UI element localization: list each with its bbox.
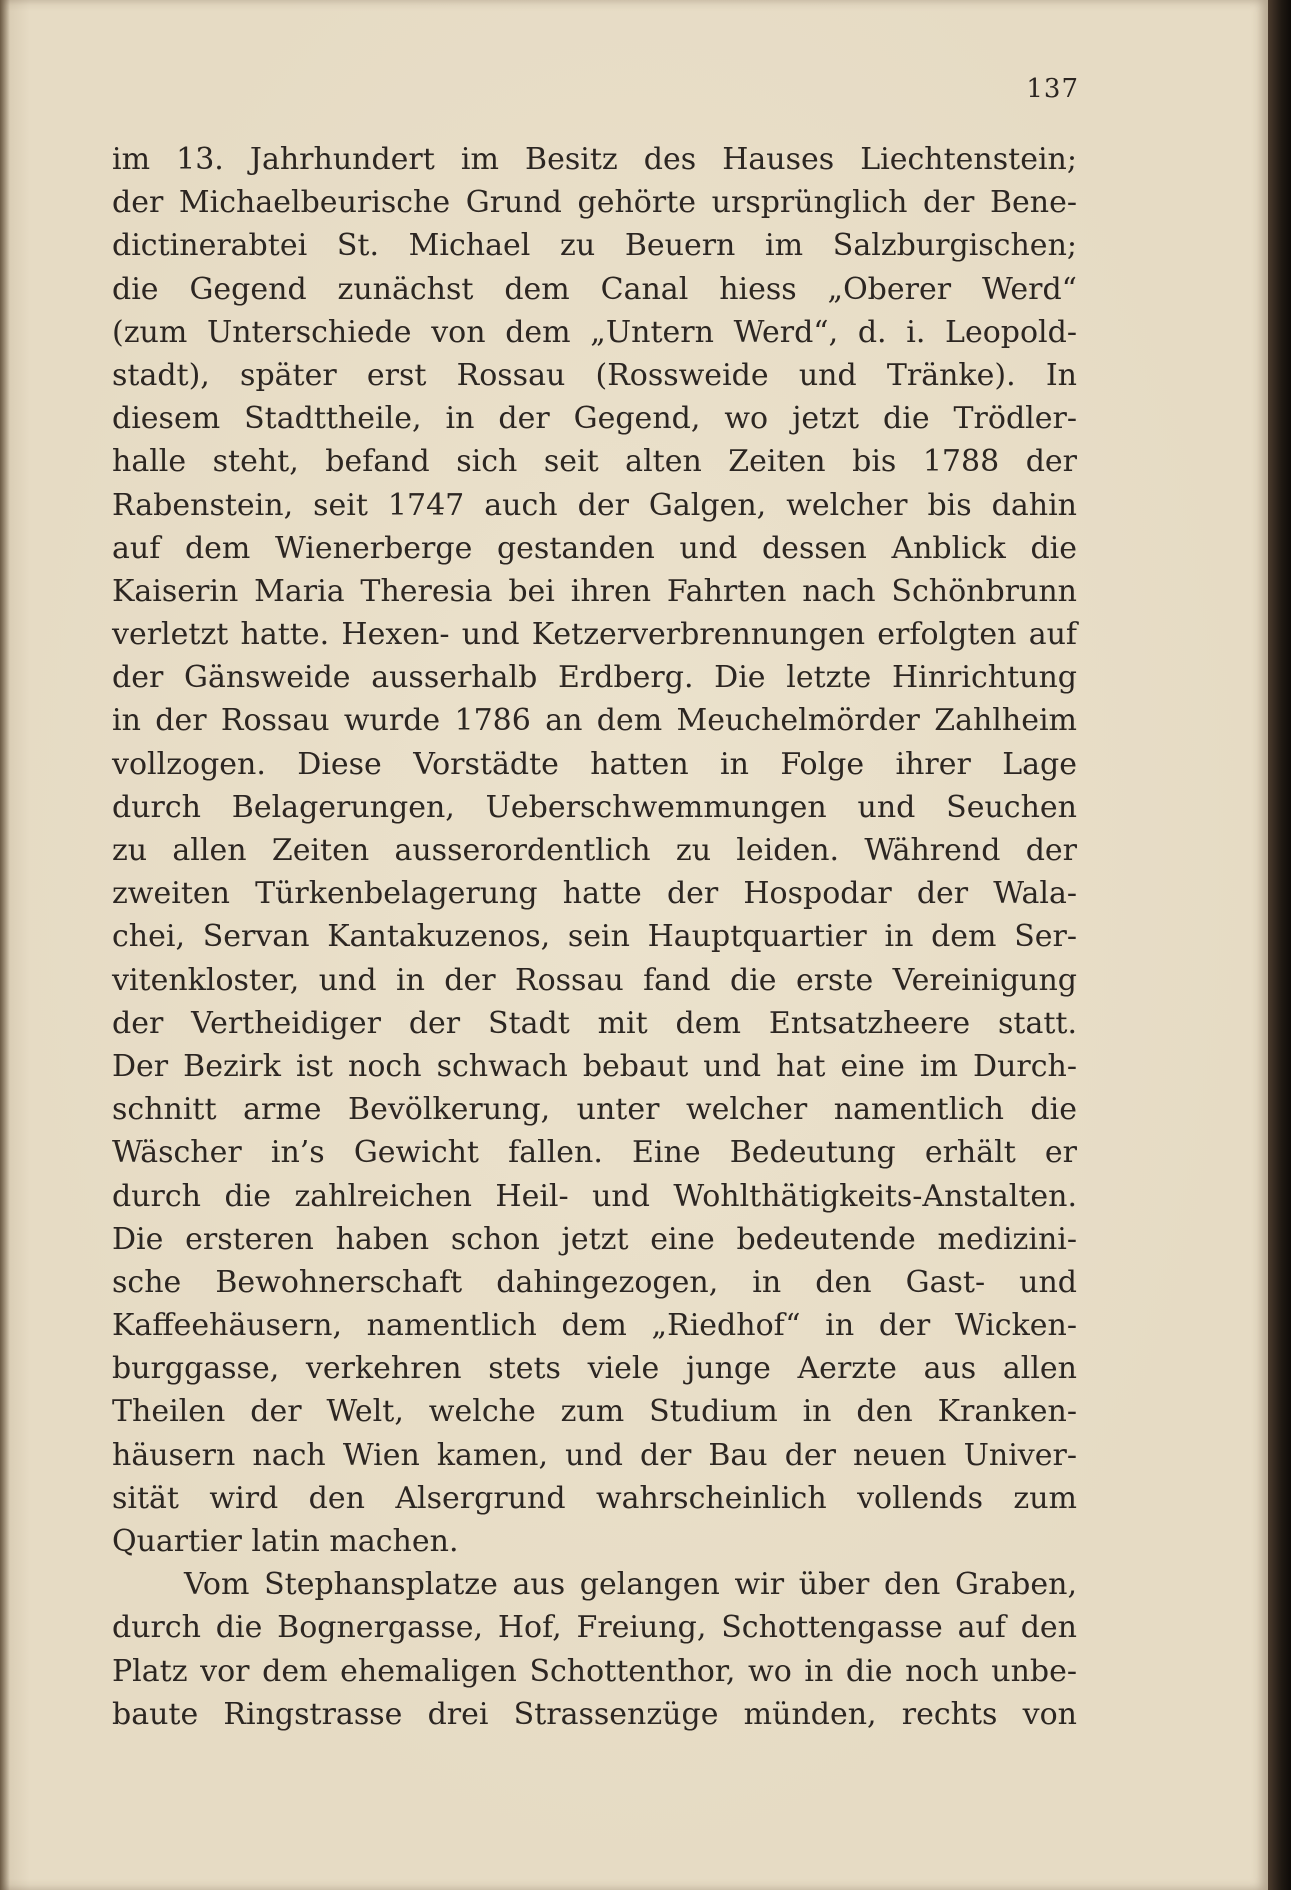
text-line: die Gegend zunächst dem Canal hiess „Oberer Werd“	[112, 271, 1077, 307]
text-line: baute Ringstrasse drei Strassenzüge münden, rechts von	[112, 1696, 1077, 1732]
paragraph-2	[112, 1563, 1077, 1736]
text-line: Der Bezirk ist noch schwach bebaut und hat eine im Durch-	[112, 1048, 1077, 1084]
page-left-edge-shadow	[0, 0, 10, 1890]
text-line: Kaiserin Maria Theresia bei ihren Fahrten nach Schönbrunn	[112, 573, 1077, 609]
text-line: zu allen Zeiten ausserordentlich zu leiden. Während der	[112, 833, 1077, 868]
text-line: durch Belagerungen, Ueberschwemmungen und Seuchen	[112, 789, 1077, 825]
text-line: halle steht, befand sich seit alten Zeiten bis 1788 der	[112, 444, 1077, 480]
text-line: häusern nach Wien kamen, und der Bau der neuen Univer-	[112, 1437, 1077, 1473]
text-line: (zum Unterschiede von dem „Untern Werd“, d. i. Leopold-	[112, 314, 1077, 350]
text-line: vollzogen. Diese Vorstädte hatten in Folge ihrer Lage	[112, 746, 1077, 782]
text-line: Platz vor dem ehemaligen Schottenthor, wo in die noch unbe-	[112, 1653, 1077, 1689]
text-line: Vom Stephansplatze aus gelangen wir über den Graben,	[184, 1567, 1077, 1603]
text-line: dictinerabtei St. Michael zu Beuern im Salzburgischen;	[112, 228, 1077, 264]
text-line: in der Rossau wurde 1786 an dem Meuchelmörder Zahlheim	[112, 703, 1077, 739]
text-line: Kaffeehäusern, namentlich dem „Riedhof“ in der Wicken-	[112, 1308, 1077, 1344]
text-line: der Vertheidiger der Stadt mit dem Entsatzheere statt.	[112, 1005, 1077, 1041]
text-line: stadt), später erst Rossau (Rossweide und Tränke). In	[112, 357, 1077, 393]
text-line: zweiten Türkenbelagerung hatte der Hospodar der Wala-	[112, 876, 1077, 912]
text-line: Theilen der Welt, welche zum Studium in den Kranken-	[112, 1394, 1077, 1430]
page-number: 137	[1026, 74, 1079, 104]
text-line: durch die zahlreichen Heil- und Wohlthätigkeits-Anstalten.	[112, 1178, 1077, 1214]
text-line: Wäscher in’s Gewicht fallen. Eine Bedeutung erhält er	[112, 1135, 1077, 1171]
text-line: Quartier latin machen.	[112, 1524, 459, 1559]
text-line: verletzt hatte. Hexen- und Ketzerverbrennungen erfolgten auf	[112, 617, 1077, 653]
text-line: sität wird den Alsergrund wahrscheinlich vollends zum	[112, 1480, 1077, 1516]
page-body-text	[112, 138, 1077, 1736]
book-spine	[1268, 0, 1291, 1890]
text-line: auf dem Wienerberge gestanden und dessen Anblick die	[112, 530, 1077, 566]
text-line: diesem Stadttheile, in der Gegend, wo jetzt die Trödler-	[112, 401, 1077, 437]
text-line: durch die Bognergasse, Hof, Freiung, Schottengasse auf den	[112, 1610, 1077, 1646]
text-line: vitenkloster, und in der Rossau fand die erste Vereinigung	[112, 962, 1077, 998]
text-line: der Michaelbeurische Grund gehörte ursprünglich der Bene-	[112, 185, 1077, 221]
text-line: Die ersteren haben schon jetzt eine bedeutende medizini-	[112, 1221, 1077, 1257]
text-line: burggasse, verkehren stets viele junge Aerzte aus allen	[112, 1351, 1077, 1387]
text-line: der Gänsweide ausserhalb Erdberg. Die letzte Hinrichtung	[112, 660, 1077, 696]
text-line: schnitt arme Bevölkerung, unter welcher namentlich die	[112, 1092, 1077, 1128]
paragraph-1	[112, 138, 1077, 1563]
text-line: sche Bewohnerschaft dahingezogen, in den Gast- und	[112, 1264, 1077, 1300]
text-line: im 13. Jahrhundert im Besitz des Hauses Liechtenstein;	[112, 142, 1077, 177]
text-line: Rabenstein, seit 1747 auch der Galgen, welcher bis dahin	[112, 487, 1077, 523]
text-line: chei, Servan Kantakuzenos, sein Hauptquartier in dem Ser-	[112, 919, 1077, 955]
